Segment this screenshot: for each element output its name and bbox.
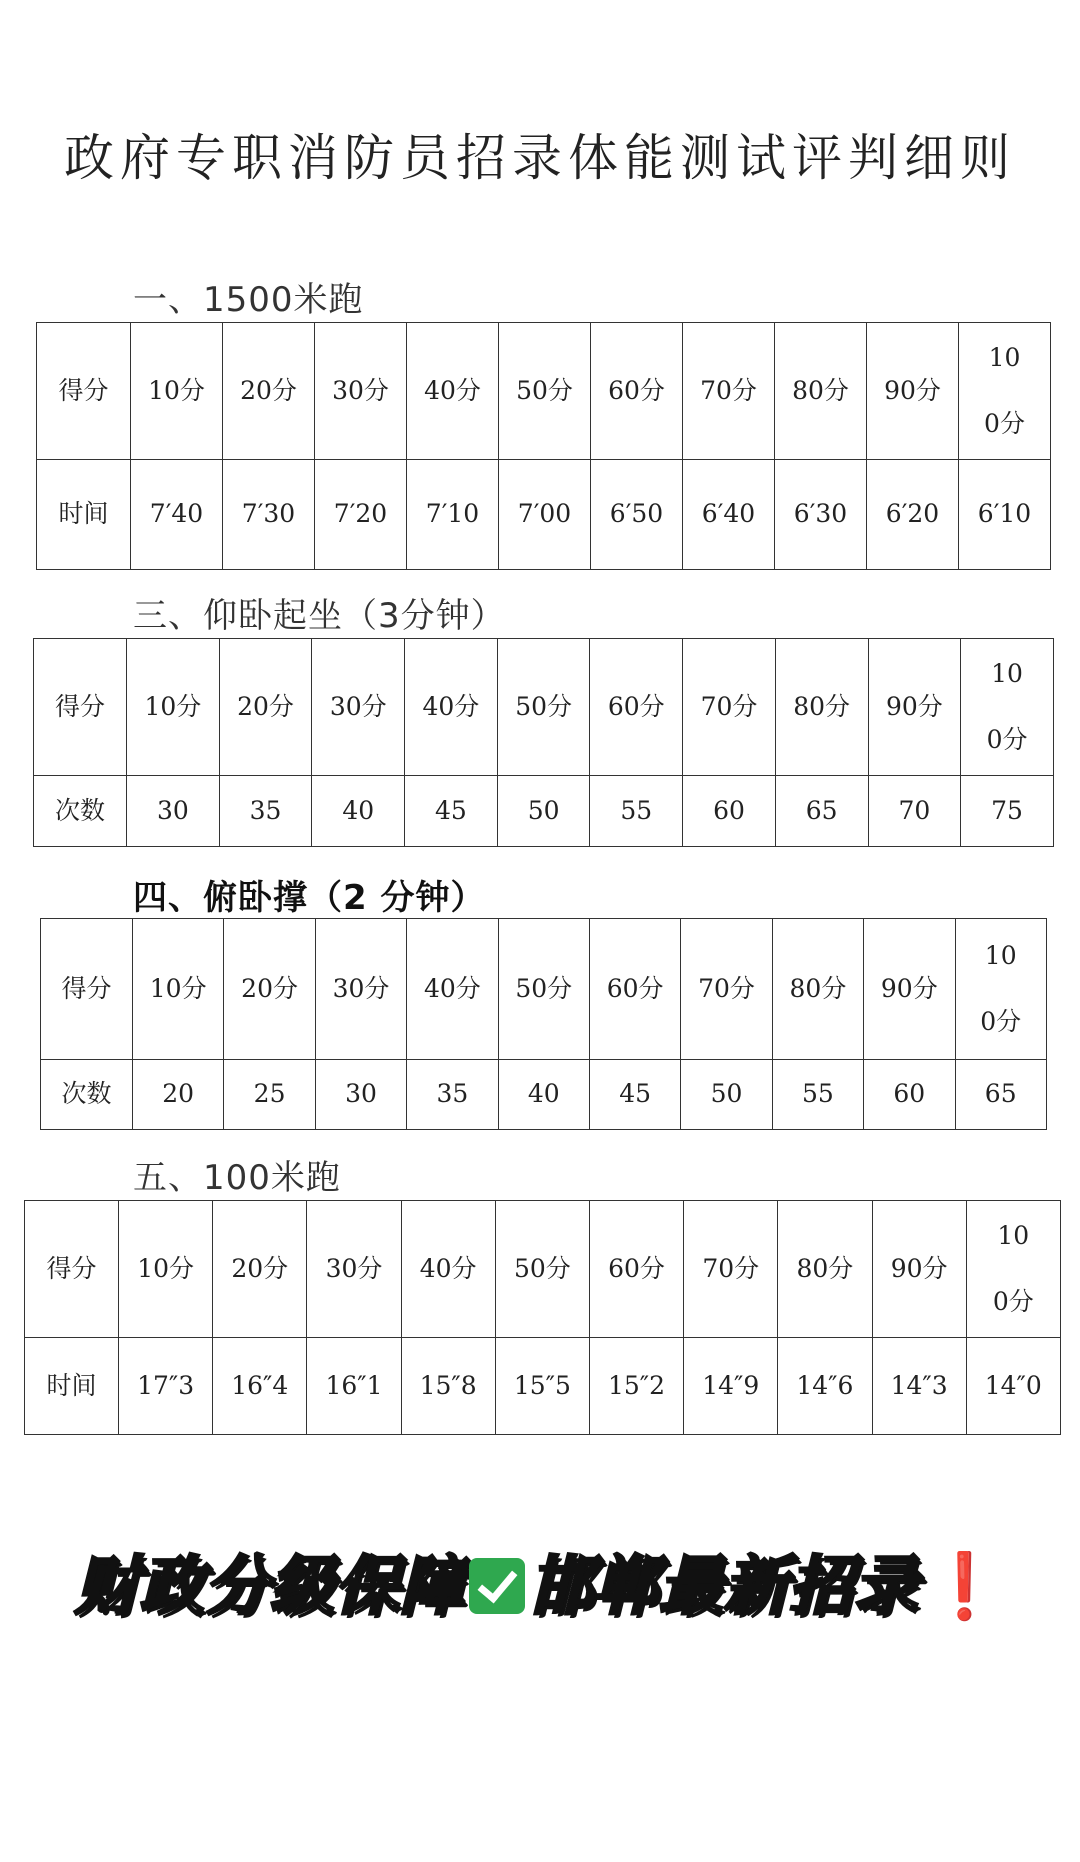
score-cell-text: 100分: [986, 659, 1028, 754]
score-cell: [966, 1201, 1060, 1338]
score-cell: 60分: [590, 639, 683, 776]
value-cell: 6′10: [959, 460, 1051, 570]
score-cell: 90分: [867, 323, 959, 460]
table-row-values: [41, 1060, 1047, 1130]
score-cell: 70分: [683, 639, 776, 776]
score-cell: 60分: [589, 919, 680, 1060]
value-cell: 7′00: [499, 460, 591, 570]
value-cell: 65: [955, 1060, 1046, 1130]
table-1500m: [36, 322, 1051, 570]
score-cell: 40分: [401, 1201, 495, 1338]
score-cell: 30分: [312, 639, 405, 776]
row-label-cell: 时间: [37, 460, 131, 570]
score-cell: 50分: [497, 639, 590, 776]
score-cell: 30分: [315, 323, 407, 460]
score-cell: 40分: [405, 639, 498, 776]
score-cell: 20分: [219, 639, 312, 776]
score-cell: 60分: [591, 323, 683, 460]
score-cell: 20分: [213, 1201, 307, 1338]
value-cell: 14″6: [778, 1338, 872, 1435]
score-cell: 40分: [407, 323, 499, 460]
row-label-cell: 得分: [25, 1201, 119, 1338]
score-cell: 70分: [683, 323, 775, 460]
score-cell: 10分: [119, 1201, 213, 1338]
section-heading-pushups: 四、俯卧撑（2 分钟）: [133, 878, 486, 918]
value-cell: 7′40: [131, 460, 223, 570]
score-cell: [961, 639, 1054, 776]
score-cell: 90分: [864, 919, 955, 1060]
value-cell: 50: [497, 776, 590, 847]
score-cell: 30分: [315, 919, 406, 1060]
row-label-cell: 得分: [37, 323, 131, 460]
score-cell: 20分: [223, 323, 315, 460]
value-cell: 40: [312, 776, 405, 847]
table-row-scores: [34, 639, 1054, 776]
score-cell: 90分: [868, 639, 961, 776]
score-cell: 70分: [681, 919, 772, 1060]
score-cell: 10分: [133, 919, 224, 1060]
value-cell: 45: [405, 776, 498, 847]
value-cell: 14″3: [872, 1338, 966, 1435]
table-row-scores: [25, 1201, 1061, 1338]
table-row-scores: [41, 919, 1047, 1060]
table-row-values: [34, 776, 1054, 847]
value-cell: 30: [127, 776, 220, 847]
value-cell: 14″9: [684, 1338, 778, 1435]
value-cell: 14″0: [966, 1338, 1060, 1435]
row-label-cell: 时间: [25, 1338, 119, 1435]
banner-text-recruit: 邯郸最新招录: [528, 1550, 919, 1624]
value-cell: 40: [498, 1060, 589, 1130]
value-cell: 45: [589, 1060, 680, 1130]
value-cell: 30: [315, 1060, 406, 1130]
row-label-cell: 得分: [41, 919, 133, 1060]
value-cell: 7′10: [407, 460, 499, 570]
value-cell: 35: [219, 776, 312, 847]
value-cell: 35: [407, 1060, 498, 1130]
value-cell: 75: [961, 776, 1054, 847]
value-cell: 15″5: [495, 1338, 589, 1435]
value-cell: 6′50: [591, 460, 683, 570]
score-cell: 80分: [775, 323, 867, 460]
row-label-cell: 次数: [34, 776, 127, 847]
score-cell: 10分: [127, 639, 220, 776]
value-cell: 65: [775, 776, 868, 847]
value-cell: 20: [133, 1060, 224, 1130]
score-cell: 40分: [407, 919, 498, 1060]
table-pushups: [40, 918, 1047, 1130]
table-situps: [33, 638, 1054, 847]
value-cell: 55: [772, 1060, 863, 1130]
value-cell: 15″8: [401, 1338, 495, 1435]
score-cell: 80分: [772, 919, 863, 1060]
value-cell: 16″1: [307, 1338, 401, 1435]
value-cell: 55: [590, 776, 683, 847]
section-heading-1500m: 一、1500米跑: [133, 280, 364, 320]
score-cell: [955, 919, 1046, 1060]
table-100m: [24, 1200, 1061, 1435]
promo-banner: [0, 1535, 1080, 1627]
score-cell: 30分: [307, 1201, 401, 1338]
exclamation-icon: ❗: [924, 1550, 1006, 1624]
value-cell: 6′40: [683, 460, 775, 570]
table-row-values: [25, 1338, 1061, 1435]
score-cell: [959, 323, 1051, 460]
value-cell: 60: [683, 776, 776, 847]
value-cell: 16″4: [213, 1338, 307, 1435]
score-cell: 50分: [499, 323, 591, 460]
score-cell: 50分: [495, 1201, 589, 1338]
score-cell: 60分: [589, 1201, 683, 1338]
score-cell-text: 100分: [980, 941, 1022, 1036]
table-row-values: [37, 460, 1051, 570]
row-label-cell: 得分: [34, 639, 127, 776]
value-cell: 7′30: [223, 460, 315, 570]
score-cell: 80分: [778, 1201, 872, 1338]
value-cell: 17″3: [119, 1338, 213, 1435]
value-cell: 60: [864, 1060, 955, 1130]
section-heading-situps: 三、仰卧起坐（3分钟）: [133, 596, 506, 636]
score-cell: 20分: [224, 919, 315, 1060]
value-cell: 50: [681, 1060, 772, 1130]
score-cell: 10分: [131, 323, 223, 460]
score-cell-text: 100分: [992, 1221, 1034, 1316]
score-cell: 50分: [498, 919, 589, 1060]
check-mark-icon: [469, 1558, 525, 1614]
value-cell: 70: [868, 776, 961, 847]
value-cell: 7′20: [315, 460, 407, 570]
value-cell: 25: [224, 1060, 315, 1130]
row-label-cell: 次数: [41, 1060, 133, 1130]
section-heading-100m: 五、100米跑: [133, 1158, 341, 1198]
value-cell: 6′30: [775, 460, 867, 570]
score-cell: 70分: [684, 1201, 778, 1338]
score-cell-text: 100分: [984, 343, 1025, 438]
score-cell: 80分: [775, 639, 868, 776]
score-cell: 90分: [872, 1201, 966, 1338]
value-cell: 15″2: [589, 1338, 683, 1435]
banner-text-funding: 财政分级保障: [74, 1550, 465, 1624]
table-row-scores: [37, 323, 1051, 460]
document-title: 政府专职消防员招录体能测试评判细则: [64, 129, 1016, 187]
value-cell: 6′20: [867, 460, 959, 570]
